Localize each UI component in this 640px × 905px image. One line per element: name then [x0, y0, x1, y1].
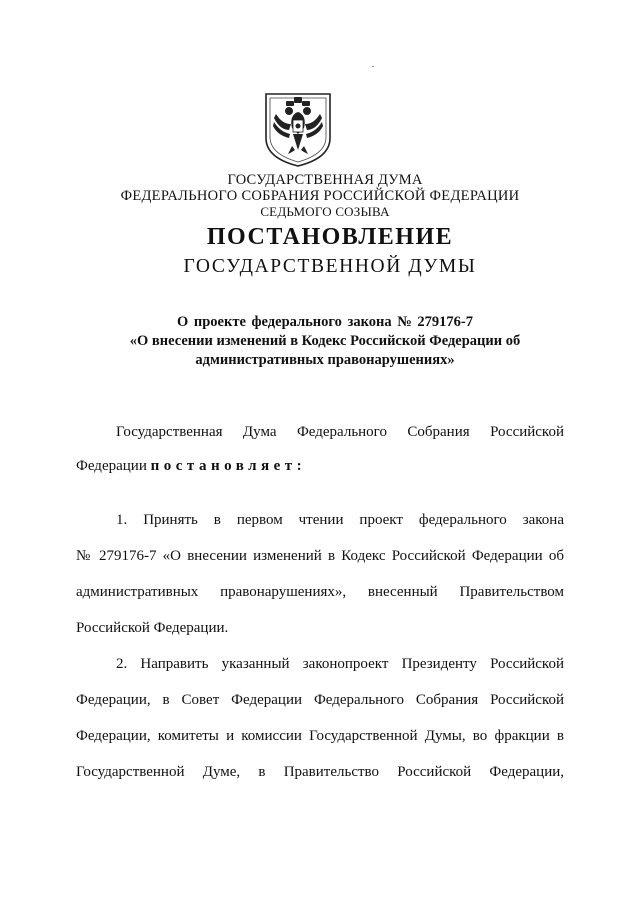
- item2-line2: Федерации, в Совет Федерации Федерального Собрания Российской: [76, 692, 564, 708]
- item1-line1: 1. Принять в первом чтении проект федерального закона: [116, 512, 564, 528]
- item1-line2: № 279176-7 «О внесении изменений в Кодекс Российской Федерации об: [76, 548, 564, 564]
- document-issuer-subtitle: ГОСУДАРСТВЕННОЙ ДУМЫ: [183, 256, 477, 277]
- convocation-line: СЕДЬМОГО СОЗЫВА: [260, 204, 390, 219]
- item2-line1: 2. Направить указанный законопроект Президенту Российской: [116, 656, 564, 672]
- decree-word: постановляет:: [150, 458, 307, 474]
- item1-line4: Российской Федерации.: [76, 620, 229, 636]
- item2-line4: Государственной Думе, в Правительство Российской Федерации,: [76, 764, 564, 780]
- document-type-title: ПОСТАНОВЛЕНИЕ: [206, 224, 454, 250]
- org-name-line1: ГОСУДАРСТВЕННАЯ ДУМА: [227, 172, 423, 188]
- scan-speck: [372, 66, 374, 67]
- intro-line2: [76, 458, 564, 475]
- item2-line3: Федерации, комитеты и комиссии Государственной Думы, во фракции в: [76, 728, 564, 744]
- intro-line1: Государственная Дума Федерального Собрания Российской: [116, 424, 564, 440]
- subject-line2: «О внесении изменений в Кодекс Российской Федерации об: [129, 333, 521, 349]
- subject-line1: О проекте федерального закона № 279176-7: [176, 314, 474, 330]
- org-name-line2: ФЕДЕРАЛЬНОГО СОБРАНИЯ РОССИЙСКОЙ ФЕДЕРАЦИИ: [120, 188, 520, 204]
- coat-of-arms-emblem: [262, 90, 334, 168]
- intro-prefix: Федерации: [76, 458, 151, 474]
- item1-line3: административных правонарушениях», внесенный Правительством: [76, 584, 564, 600]
- subject-line3: административных правонарушениях»: [195, 352, 455, 368]
